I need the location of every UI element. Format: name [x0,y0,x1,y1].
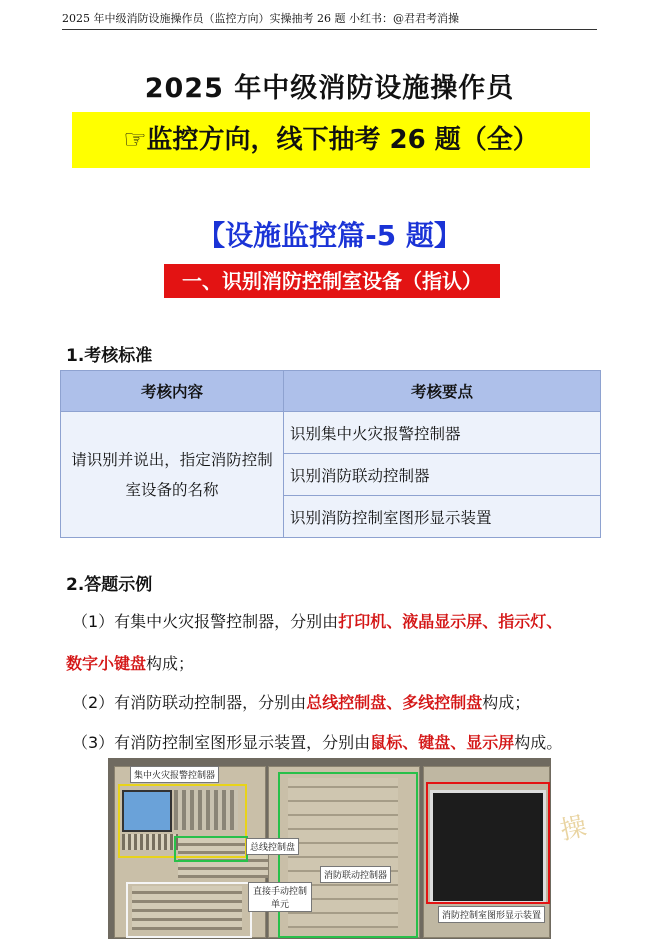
label-fire-alarm: 集中火灾报警控制器 [130,766,219,783]
section-example-heading: 2.答题示例 [66,575,153,595]
sub-title-highlight: ☞监控方向，线下抽考 26 题（全） [72,112,590,168]
answer-sep: 、 [546,612,563,631]
answer-sep: 、 [386,693,403,712]
answer-line-2 [72,690,530,713]
table-cell-point: 识别消防控制室图形显示装置 [284,496,601,538]
answer-line-1 [72,609,562,632]
label-manual-unit: 直接手动控制单元 [248,882,312,912]
table-cell-point: 识别集中火灾报警控制器 [284,412,601,454]
highlight-linkage [278,772,418,938]
table-header-content: 考核内容 [61,371,284,412]
answer-text: （3）有消防控制室图形显示装置，分别由 [72,733,371,752]
page-header: 2025 年中级消防设施操作员（监控方向）实操抽考 26 题 小红书：@君君考消操 [62,10,597,30]
answer-text: 构成。 [514,733,563,752]
label-bus-panel: 总线控制盘 [246,838,299,855]
answer-keyword: 显示屏 [466,733,515,752]
highlight-bus-panel [174,836,248,862]
table-cell-point: 识别消防联动控制器 [284,454,601,496]
label-linkage: 消防联动控制器 [320,866,391,883]
answer-keyword: 打印机 [338,612,387,631]
answer-keyword: 指示灯 [498,612,547,631]
table-header-points: 考核要点 [284,371,601,412]
answer-text: （1）有集中火灾报警控制器，分别由 [72,612,339,631]
answer-sep: 、 [402,733,419,752]
answer-keyword: 总线控制盘 [306,693,387,712]
highlight-graphic-display [426,782,550,904]
answer-line-1-cont [66,651,194,674]
standard-table [60,370,601,538]
answer-sep: 、 [482,612,499,631]
main-title: 2025 年中级消防设施操作员 [144,73,515,104]
answer-keyword: 键盘 [418,733,451,752]
section-standard-heading: 1.考核标准 [66,346,153,366]
answer-keyword: 液晶显示屏 [402,612,483,631]
answer-keyword: 数字小键盘 [66,654,147,673]
answer-sep: 、 [450,733,467,752]
label-graphic-display: 消防控制室图形显示装置 [438,906,545,923]
chapter-title: 【设施监控篇-5 题】 [197,219,462,252]
answer-text: （2）有消防联动控制器，分别由 [72,693,307,712]
table-cell-content: 请识别并说出，指定消防控制室设备的名称 [61,412,284,538]
equipment-photo [108,758,551,939]
answer-line-3 [72,730,562,753]
answer-text: 构成； [146,654,195,673]
watermark: 操 [557,811,590,847]
highlight-manual-unit [126,882,252,938]
answer-keyword: 鼠标 [370,733,403,752]
question-title: 一、识别消防控制室设备（指认） [164,264,500,298]
answer-text: 构成； [482,693,531,712]
answer-sep: 、 [386,612,403,631]
answer-keyword: 多线控制盘 [402,693,483,712]
